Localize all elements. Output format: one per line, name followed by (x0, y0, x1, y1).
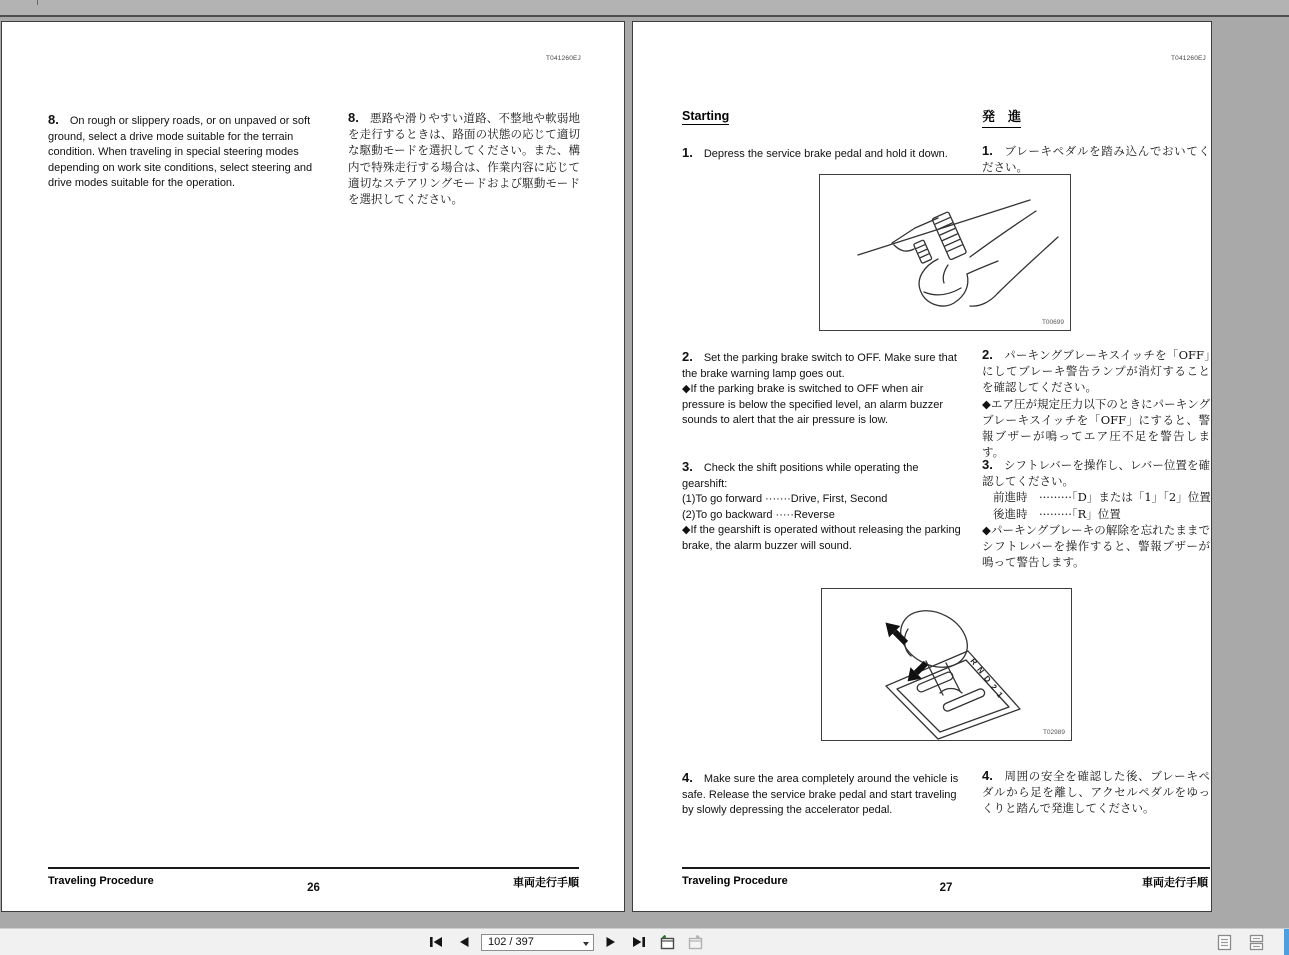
page-number-input[interactable] (482, 935, 574, 950)
step-2-note-ja: ◆エア圧が規定圧力以下のときにパーキングブレーキスイッチを「OFF」にすると、警報ブザーが鳴ってエア圧不足を警告します。 (982, 396, 1210, 460)
step-3-en: 3. Check the shift positions while operating the gearshift: (1)To go forward ·······Drive, First, Second (2)To go backward ·····Reverse ◆If the gearshift is operated without releasing the parking brake, the alarm buzzer will sound. (682, 459, 964, 555)
next-page-button[interactable] (600, 932, 622, 952)
shift-forward-line-ja: 前進時 ·········「D」または「1」「2」位置 (993, 490, 1211, 505)
window-top-strip (0, 0, 1289, 17)
continuous-page-view-button[interactable] (1245, 932, 1267, 952)
figure-brake-pedal (819, 174, 1071, 331)
next-view-icon (686, 934, 704, 950)
footer-section-title-ja: 車両走行手順 (1142, 876, 1208, 889)
first-page-button[interactable] (425, 932, 447, 952)
last-page-button[interactable] (628, 932, 650, 952)
step-2-note-en: ◆If the parking brake is switched to OFF when air pressure is below the specified level, an alarm buzzer sounds to alert that the air pressure is low. (682, 383, 944, 427)
footer-section-title-en: Traveling Procedure (682, 875, 788, 887)
previous-view-icon (658, 934, 676, 950)
item-text: 悪路や滑りやすい道路、不整地や軟弱地を走行するときは、路面の状態の応じて適切な駆動モードを選択してください。また、構内で特殊走行する場合は、作業内容に応じて適切なステアリングモードおよび駆動モードを選択してください。 (348, 111, 580, 207)
footer-section-title-ja: 車両走行手順 (513, 876, 579, 889)
step-1-en: 1. Depress the service brake pedal and hold it down. (682, 145, 948, 160)
step-3-note-ja: ◆パーキングブレーキの解除を忘れたままでシフトレバーを操作すると、警報ブザーが鳴って警告します。 (982, 522, 1210, 570)
footer-rule (48, 867, 579, 869)
step-2-ja: 2. パーキングブレーキスイッチを「OFF」にしてブレーキ警告ランプが消灯することを確認してください。 ◆エア圧が規定圧力以下のときにパーキングブレーキスイッチを「OFF」にすると、警報ブザーが鳴ってエア圧不足を警告します。 (982, 347, 1210, 460)
step-1-ja: 1. ブレーキペダルを踏み込んでおいてください。 (982, 143, 1210, 175)
footer-rule (682, 867, 1210, 869)
next-view-button[interactable] (684, 932, 706, 952)
toolbar-accent-strip (1284, 929, 1289, 955)
combo-dropdown-icon[interactable] (583, 942, 589, 946)
figure-id-label: T02989 (1042, 729, 1065, 736)
item-number: 8. (48, 112, 59, 127)
gearshift-line-art (822, 589, 1071, 740)
section-heading-ja: 発 進 (982, 106, 1021, 125)
single-page-view-icon (1217, 934, 1232, 951)
last-page-icon (632, 936, 646, 948)
step-2-en: 2. Set the parking brake switch to OFF. Make sure that the brake warning lamp goes out. ◆If the parking brake is switched to OFF when air pressure is below the specified level, an alarm buzzer sounds to alert that the air pressure is low. (682, 349, 964, 429)
brake-pedal-line-art (820, 175, 1070, 330)
previous-view-button[interactable] (656, 932, 678, 952)
step-3-ja: 3. シフトレバーを操作し、レバー位置を確認してください。 前進時 ·········「D」または「1」「2」位置 後進時 ·········「R」位置 ◆パーキングブレーキの解除を忘れたままでシフトレバーを操作すると、警報ブザーが鳴って警告します。 (982, 457, 1211, 570)
item-number: 8. (348, 110, 359, 125)
shift-forward-line: (1)To go forward ·······Drive, First, Second (682, 493, 888, 506)
first-page-icon (429, 936, 443, 948)
manual-page-26 (1, 21, 625, 912)
left-page-english-column (48, 112, 321, 192)
shift-backward-line-ja: 後進時 ·········「R」位置 (993, 506, 1121, 521)
left-page-japanese-column (348, 110, 580, 207)
continuous-page-view-icon (1249, 934, 1264, 951)
figure-gearshift-lever (821, 588, 1072, 741)
shift-backward-line: (2)To go backward ·····Reverse (682, 508, 835, 521)
manual-page-27 (632, 21, 1212, 912)
page-number-combobox[interactable] (481, 934, 594, 951)
gear-position-labels: R N D 2 1 (968, 656, 1006, 701)
footer-page-number: 26 (307, 882, 320, 894)
single-page-view-button[interactable] (1213, 932, 1235, 952)
section-heading-en: Starting (682, 109, 730, 123)
page-layout-cluster (1213, 929, 1267, 955)
figure-id-label: T00699 (1041, 319, 1064, 326)
step-4-ja: 4. 周囲の安全を確認した後、ブレーキペダルから足を離し、アクセルペダルをゆっくりと踏んで発進してください。 (982, 768, 1210, 816)
next-page-icon (605, 936, 617, 948)
previous-page-icon (458, 936, 470, 948)
page-navigation-cluster (425, 929, 706, 955)
top-strip-tick (37, 0, 38, 5)
document-code: T041260EJ (1170, 55, 1206, 62)
step-3-note-en: ◆If the gearshift is operated without releasing the parking brake, the alarm buzzer will sound. (682, 524, 961, 552)
footer-page-number: 27 (939, 882, 953, 894)
previous-page-button[interactable] (453, 932, 475, 952)
viewer-toolbar (0, 928, 1289, 955)
step-4-en: 4. Make sure the area completely around the vehicle is safe. Release the service brake pedal and start traveling by slowly depressing the accelerator pedal. (682, 770, 959, 817)
item-text: On rough or slippery roads, or on unpaved or soft ground, select a drive mode suitable for the terrain condition. When traveling in special steering modes depending on work site conditions, select steering and drive modes suitable for the operation. (48, 115, 313, 190)
document-code: T041260EJ (545, 55, 581, 62)
footer-section-title-en: Traveling Procedure (48, 875, 154, 887)
